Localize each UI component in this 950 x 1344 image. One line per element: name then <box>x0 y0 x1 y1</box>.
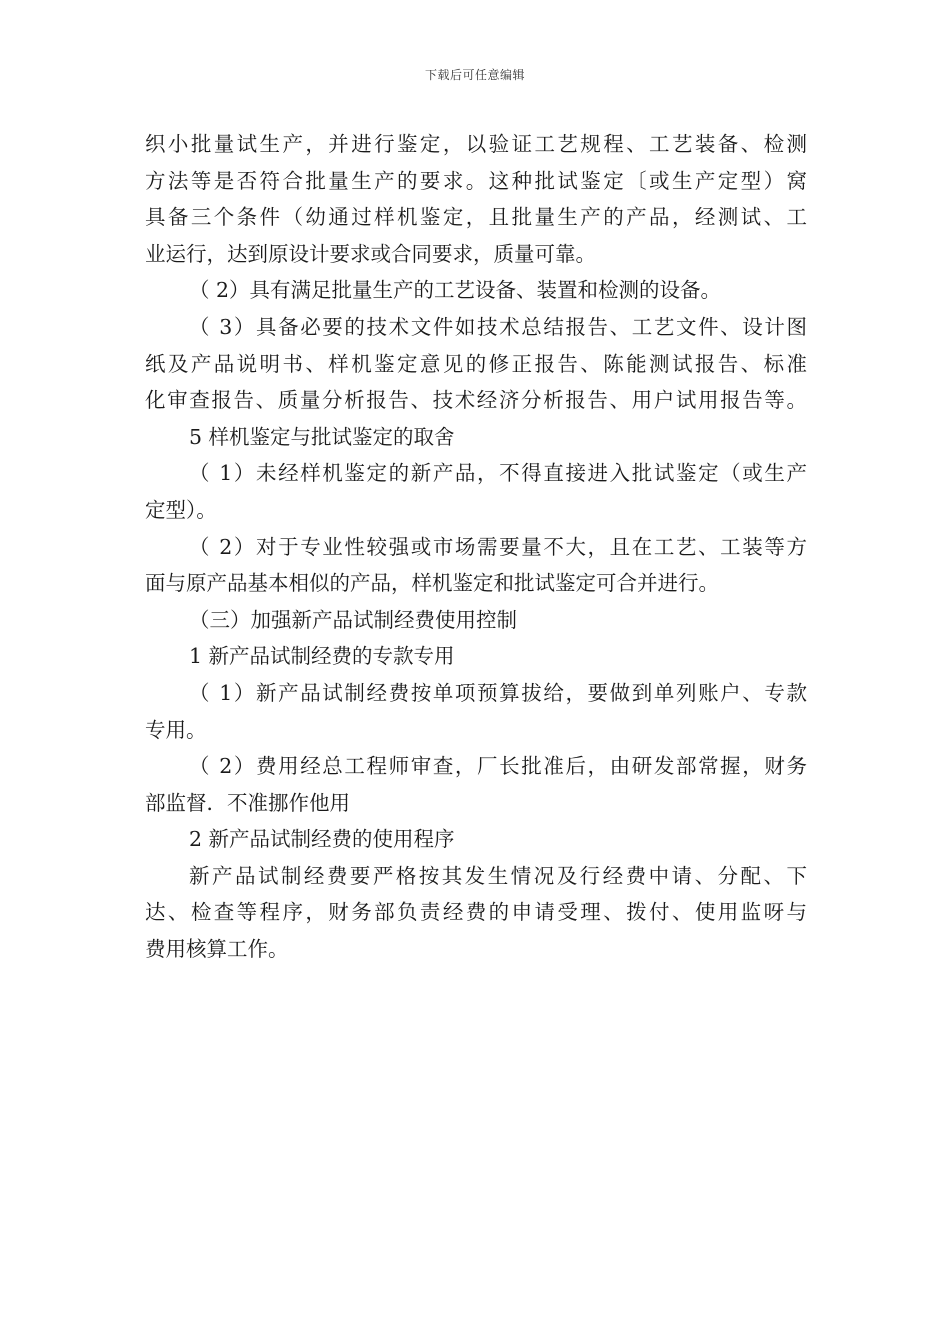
text-line: 具备三个条件（幼通过样机鉴定，且批量生产的产品，经测试、工 <box>145 205 807 230</box>
text-line: （ 3）具备必要的技术文件如技术总结报告、工艺文件、设计图 <box>189 314 807 339</box>
text-line: 新产品试制经费要严格按其发生情况及行经费中请、分配、下 <box>189 863 807 888</box>
text-line: 达、检查等程序，财务部负责经费的申请受理、拨付、使用监呀与 <box>145 900 807 925</box>
text-line: （ 2）具有满足批量生产的工艺设备、装置和检测的设备。 <box>189 278 722 303</box>
text-line: 费用核算工作。 <box>145 937 289 962</box>
text-line: 织小批量试生产，并进行鉴定，以验证工艺规程、工艺装备、检测 <box>145 132 807 156</box>
text-line: 5 样机鉴定与批试鉴定的取舍 <box>189 424 455 449</box>
text-line: 部监督．不准挪作他用 <box>145 790 350 815</box>
page-header: 下载后可任意编辑 <box>424 68 525 82</box>
text-line: 方法等是否符合批量生产的要求。这种批试鉴定〔或生产定型）窝 <box>145 168 807 193</box>
text-line: 2 新产品试制经费的使用程序 <box>189 827 455 852</box>
text-line: 业运行，达到原设计要求或合同要求，质量可靠。 <box>145 241 596 266</box>
text-line: 专用。 <box>145 717 207 742</box>
text-line: 纸及产品说明书、样机鉴定意见的修正报告、陈能测试报告、标准 <box>145 351 807 376</box>
text-line: 定型）。 <box>145 497 217 522</box>
text-line: （ 2）对于专业性较强或市场需要量不大，且在工艺、工装等方 <box>189 534 807 559</box>
text-line: 1 新产品试制经费的专款专用 <box>189 644 455 669</box>
text-line: （ 1）未经样机鉴定的新产品，不得直接进入批试鉴定（或生产 <box>189 461 807 486</box>
text-line: 面与原产品基本相似的产品，样机鉴定和批试鉴定可合并进行。 <box>145 571 719 596</box>
text-line: （ 1）新产品试制经费按单项预算拔给，要做到单列账户、专款 <box>189 680 807 705</box>
document-body <box>145 126 807 968</box>
text-line: 化审查报告、质量分析报告、技术经济分析报告、用户试用报告等。 <box>145 388 807 413</box>
text-line: （ 2）费用经总工程师审查，厂长批准后，由研发部常握，财务 <box>189 754 807 779</box>
text-line: （三）加强新产品试制经费使用控制 <box>189 607 517 632</box>
